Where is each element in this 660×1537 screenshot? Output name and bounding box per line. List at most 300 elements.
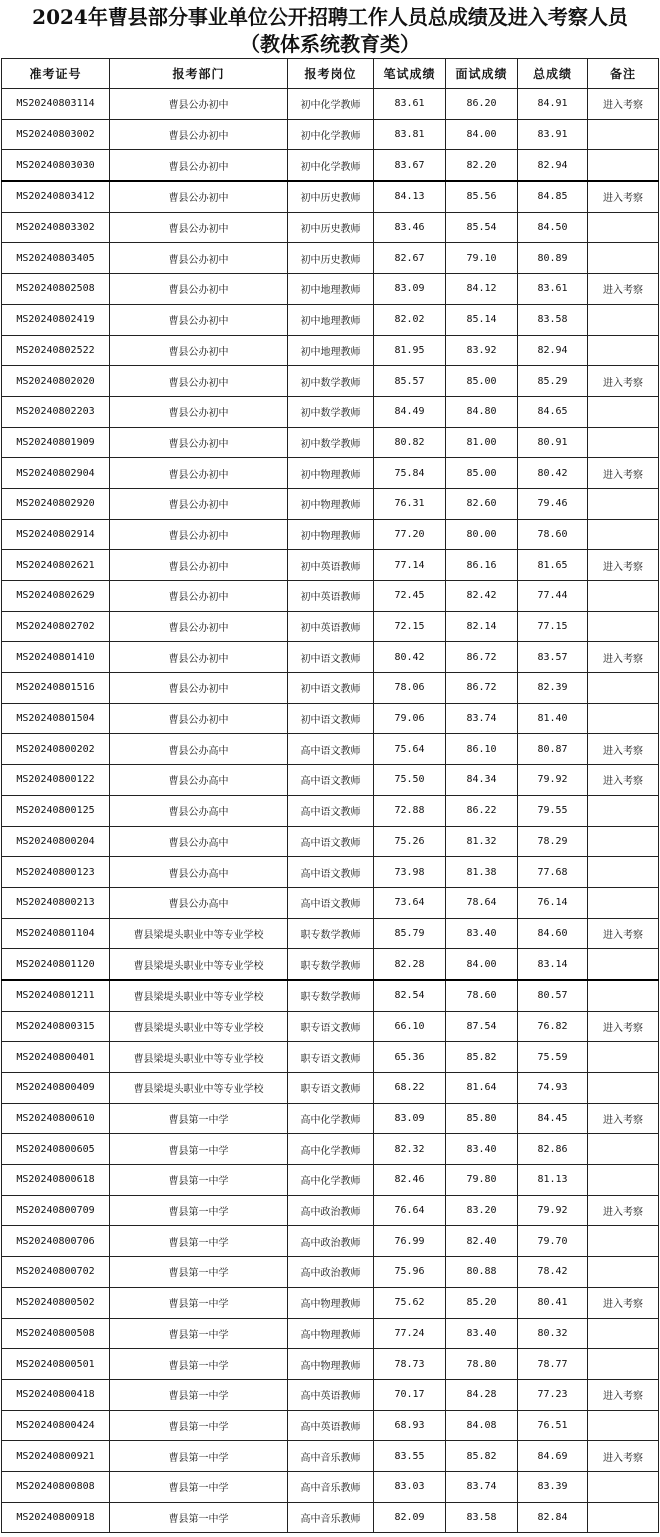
remark-cell bbox=[588, 1471, 659, 1502]
department-cell: 曹县第一中学 bbox=[110, 1410, 288, 1441]
table-row bbox=[2, 1349, 659, 1380]
department-cell: 曹县公办初中 bbox=[110, 304, 288, 335]
exam-id-cell: MS20240802419 bbox=[2, 304, 110, 335]
position-cell: 初中语文教师 bbox=[288, 703, 374, 734]
department-cell: 曹县公办初中 bbox=[110, 150, 288, 181]
remark-cell bbox=[588, 1502, 659, 1533]
written-score-cell: 75.62 bbox=[374, 1287, 446, 1318]
total-score-cell: 83.57 bbox=[518, 642, 588, 673]
department-cell: 曹县公办初中 bbox=[110, 366, 288, 397]
table-row bbox=[2, 1471, 659, 1502]
total-score-cell: 80.87 bbox=[518, 734, 588, 765]
written-score-cell: 75.64 bbox=[374, 734, 446, 765]
exam-id-cell: MS20240801909 bbox=[2, 427, 110, 458]
remark-cell bbox=[588, 1257, 659, 1288]
table-row bbox=[2, 458, 659, 489]
department-cell: 曹县第一中学 bbox=[110, 1165, 288, 1196]
interview-score-cell: 84.34 bbox=[446, 765, 518, 796]
written-score-cell: 84.49 bbox=[374, 396, 446, 427]
remark-cell: 进入考察 bbox=[588, 89, 659, 120]
exam-id-cell: MS20240801211 bbox=[2, 980, 110, 1011]
department-cell: 曹县第一中学 bbox=[110, 1349, 288, 1380]
exam-id-cell: MS20240802904 bbox=[2, 458, 110, 489]
total-score-cell: 84.65 bbox=[518, 396, 588, 427]
position-cell: 高中政治教师 bbox=[288, 1226, 374, 1257]
department-cell: 曹县第一中学 bbox=[110, 1287, 288, 1318]
written-score-cell: 85.79 bbox=[374, 918, 446, 949]
position-cell: 初中化学教师 bbox=[288, 89, 374, 120]
title-line-1: 2024年曹县部分事业单位公开招聘工作人员总成绩及进入考察人员 bbox=[32, 5, 628, 29]
position-cell: 高中语文教师 bbox=[288, 795, 374, 826]
exam-id-cell: MS20240800618 bbox=[2, 1165, 110, 1196]
interview-score-cell: 86.16 bbox=[446, 550, 518, 581]
table-row bbox=[2, 519, 659, 550]
interview-score-cell: 85.80 bbox=[446, 1103, 518, 1134]
table-row bbox=[2, 1502, 659, 1533]
written-score-cell: 83.67 bbox=[374, 150, 446, 181]
exam-id-cell: MS20240800122 bbox=[2, 765, 110, 796]
exam-id-cell: MS20240801410 bbox=[2, 642, 110, 673]
written-score-cell: 83.81 bbox=[374, 119, 446, 150]
interview-score-cell: 83.58 bbox=[446, 1502, 518, 1533]
position-cell: 职专数学教师 bbox=[288, 980, 374, 1011]
remark-cell: 进入考察 bbox=[588, 642, 659, 673]
exam-id-cell: MS20240800424 bbox=[2, 1410, 110, 1441]
interview-score-cell: 86.22 bbox=[446, 795, 518, 826]
department-cell: 曹县第一中学 bbox=[110, 1318, 288, 1349]
position-cell: 初中地理教师 bbox=[288, 304, 374, 335]
department-cell: 曹县公办初中 bbox=[110, 550, 288, 581]
total-score-cell: 80.89 bbox=[518, 243, 588, 274]
table-row bbox=[2, 274, 659, 305]
remark-cell: 进入考察 bbox=[588, 1379, 659, 1410]
remark-cell: 进入考察 bbox=[588, 1287, 659, 1318]
position-cell: 职专数学教师 bbox=[288, 949, 374, 980]
position-cell: 初中英语教师 bbox=[288, 611, 374, 642]
written-score-cell: 77.24 bbox=[374, 1318, 446, 1349]
interview-score-cell: 82.14 bbox=[446, 611, 518, 642]
department-cell: 曹县梁堤头职业中等专业学校 bbox=[110, 1042, 288, 1073]
total-score-cell: 84.85 bbox=[518, 181, 588, 212]
department-cell: 曹县公办初中 bbox=[110, 488, 288, 519]
table-row bbox=[2, 581, 659, 612]
exam-id-cell: MS20240800204 bbox=[2, 826, 110, 857]
remark-cell bbox=[588, 1410, 659, 1441]
table-row bbox=[2, 119, 659, 150]
remark-cell bbox=[588, 826, 659, 857]
header-exam-id: 准考证号 bbox=[2, 59, 110, 89]
total-score-cell: 79.92 bbox=[518, 1195, 588, 1226]
written-score-cell: 72.15 bbox=[374, 611, 446, 642]
remark-cell bbox=[588, 703, 659, 734]
remark-cell bbox=[588, 1042, 659, 1073]
remark-cell bbox=[588, 1073, 659, 1104]
department-cell: 曹县公办初中 bbox=[110, 89, 288, 120]
position-cell: 初中物理教师 bbox=[288, 519, 374, 550]
department-cell: 曹县梁堤头职业中等专业学校 bbox=[110, 1073, 288, 1104]
exam-id-cell: MS20240803030 bbox=[2, 150, 110, 181]
exam-id-cell: MS20240802508 bbox=[2, 274, 110, 305]
remark-cell bbox=[588, 243, 659, 274]
remark-cell bbox=[588, 795, 659, 826]
exam-id-cell: MS20240800418 bbox=[2, 1379, 110, 1410]
interview-score-cell: 85.82 bbox=[446, 1441, 518, 1472]
interview-score-cell: 85.14 bbox=[446, 304, 518, 335]
table-row bbox=[2, 335, 659, 366]
position-cell: 初中物理教师 bbox=[288, 458, 374, 489]
interview-score-cell: 84.00 bbox=[446, 119, 518, 150]
interview-score-cell: 82.20 bbox=[446, 150, 518, 181]
position-cell: 初中数学教师 bbox=[288, 366, 374, 397]
total-score-cell: 78.60 bbox=[518, 519, 588, 550]
exam-id-cell: MS20240800409 bbox=[2, 1073, 110, 1104]
department-cell: 曹县梁堤头职业中等专业学校 bbox=[110, 1011, 288, 1042]
interview-score-cell: 83.92 bbox=[446, 335, 518, 366]
interview-score-cell: 81.32 bbox=[446, 826, 518, 857]
written-score-cell: 82.09 bbox=[374, 1502, 446, 1533]
remark-cell bbox=[588, 1349, 659, 1380]
position-cell: 初中历史教师 bbox=[288, 212, 374, 243]
position-cell: 初中英语教师 bbox=[288, 550, 374, 581]
remark-cell bbox=[588, 1318, 659, 1349]
written-score-cell: 83.09 bbox=[374, 1103, 446, 1134]
position-cell: 初中英语教师 bbox=[288, 581, 374, 612]
total-score-cell: 78.29 bbox=[518, 826, 588, 857]
remark-cell: 进入考察 bbox=[588, 1441, 659, 1472]
exam-id-cell: MS20240802629 bbox=[2, 581, 110, 612]
position-cell: 高中音乐教师 bbox=[288, 1441, 374, 1472]
position-cell: 职专语文教师 bbox=[288, 1073, 374, 1104]
table-row bbox=[2, 918, 659, 949]
remark-cell: 进入考察 bbox=[588, 765, 659, 796]
written-score-cell: 81.95 bbox=[374, 335, 446, 366]
exam-id-cell: MS20240800702 bbox=[2, 1257, 110, 1288]
remark-cell bbox=[588, 519, 659, 550]
position-cell: 高中物理教师 bbox=[288, 1318, 374, 1349]
total-score-cell: 77.44 bbox=[518, 581, 588, 612]
remark-cell: 进入考察 bbox=[588, 550, 659, 581]
interview-score-cell: 83.20 bbox=[446, 1195, 518, 1226]
written-score-cell: 72.45 bbox=[374, 581, 446, 612]
department-cell: 曹县梁堤头职业中等专业学校 bbox=[110, 980, 288, 1011]
department-cell: 曹县第一中学 bbox=[110, 1103, 288, 1134]
written-score-cell: 70.17 bbox=[374, 1379, 446, 1410]
total-score-cell: 81.13 bbox=[518, 1165, 588, 1196]
exam-id-cell: MS20240800502 bbox=[2, 1287, 110, 1318]
total-score-cell: 82.39 bbox=[518, 673, 588, 704]
total-score-cell: 79.46 bbox=[518, 488, 588, 519]
remark-cell: 进入考察 bbox=[588, 274, 659, 305]
position-cell: 初中地理教师 bbox=[288, 274, 374, 305]
interview-score-cell: 81.00 bbox=[446, 427, 518, 458]
exam-id-cell: MS20240802920 bbox=[2, 488, 110, 519]
table-row bbox=[2, 1410, 659, 1441]
interview-score-cell: 84.28 bbox=[446, 1379, 518, 1410]
exam-id-cell: MS20240801120 bbox=[2, 949, 110, 980]
total-score-cell: 81.40 bbox=[518, 703, 588, 734]
department-cell: 曹县公办高中 bbox=[110, 765, 288, 796]
position-cell: 高中物理教师 bbox=[288, 1349, 374, 1380]
department-cell: 曹县公办高中 bbox=[110, 857, 288, 888]
exam-id-cell: MS20240800123 bbox=[2, 857, 110, 888]
table-row bbox=[2, 1318, 659, 1349]
total-score-cell: 84.60 bbox=[518, 918, 588, 949]
written-score-cell: 65.36 bbox=[374, 1042, 446, 1073]
written-score-cell: 66.10 bbox=[374, 1011, 446, 1042]
table-row bbox=[2, 1195, 659, 1226]
total-score-cell: 76.51 bbox=[518, 1410, 588, 1441]
exam-id-cell: MS20240801504 bbox=[2, 703, 110, 734]
written-score-cell: 75.96 bbox=[374, 1257, 446, 1288]
position-cell: 初中历史教师 bbox=[288, 181, 374, 212]
exam-id-cell: MS20240802203 bbox=[2, 396, 110, 427]
remark-cell bbox=[588, 1226, 659, 1257]
remark-cell bbox=[588, 150, 659, 181]
remark-cell bbox=[588, 611, 659, 642]
department-cell: 曹县公办高中 bbox=[110, 734, 288, 765]
total-score-cell: 84.50 bbox=[518, 212, 588, 243]
position-cell: 初中化学教师 bbox=[288, 119, 374, 150]
interview-score-cell: 78.80 bbox=[446, 1349, 518, 1380]
department-cell: 曹县第一中学 bbox=[110, 1471, 288, 1502]
written-score-cell: 84.13 bbox=[374, 181, 446, 212]
position-cell: 高中音乐教师 bbox=[288, 1502, 374, 1533]
exam-id-cell: MS20240800921 bbox=[2, 1441, 110, 1472]
total-score-cell: 84.45 bbox=[518, 1103, 588, 1134]
total-score-cell: 82.84 bbox=[518, 1502, 588, 1533]
written-score-cell: 73.98 bbox=[374, 857, 446, 888]
interview-score-cell: 84.80 bbox=[446, 396, 518, 427]
department-cell: 曹县公办高中 bbox=[110, 795, 288, 826]
written-score-cell: 82.67 bbox=[374, 243, 446, 274]
exam-id-cell: MS20240800125 bbox=[2, 795, 110, 826]
written-score-cell: 80.42 bbox=[374, 642, 446, 673]
interview-score-cell: 87.54 bbox=[446, 1011, 518, 1042]
total-score-cell: 79.70 bbox=[518, 1226, 588, 1257]
remark-cell: 进入考察 bbox=[588, 918, 659, 949]
title-line-2: （教体系统教育类） bbox=[240, 32, 420, 56]
total-score-cell: 85.29 bbox=[518, 366, 588, 397]
department-cell: 曹县公办初中 bbox=[110, 611, 288, 642]
exam-id-cell: MS20240803114 bbox=[2, 89, 110, 120]
written-score-cell: 76.99 bbox=[374, 1226, 446, 1257]
exam-id-cell: MS20240800508 bbox=[2, 1318, 110, 1349]
remark-cell bbox=[588, 488, 659, 519]
interview-score-cell: 81.38 bbox=[446, 857, 518, 888]
interview-score-cell: 84.08 bbox=[446, 1410, 518, 1441]
total-score-cell: 82.86 bbox=[518, 1134, 588, 1165]
department-cell: 曹县公办初中 bbox=[110, 581, 288, 612]
remark-cell bbox=[588, 335, 659, 366]
interview-score-cell: 82.42 bbox=[446, 581, 518, 612]
department-cell: 曹县公办初中 bbox=[110, 703, 288, 734]
department-cell: 曹县公办初中 bbox=[110, 274, 288, 305]
interview-score-cell: 86.20 bbox=[446, 89, 518, 120]
written-score-cell: 82.32 bbox=[374, 1134, 446, 1165]
total-score-cell: 77.68 bbox=[518, 857, 588, 888]
header-row bbox=[2, 59, 659, 89]
written-score-cell: 75.26 bbox=[374, 826, 446, 857]
interview-score-cell: 84.12 bbox=[446, 274, 518, 305]
interview-score-cell: 80.88 bbox=[446, 1257, 518, 1288]
department-cell: 曹县第一中学 bbox=[110, 1226, 288, 1257]
interview-score-cell: 86.10 bbox=[446, 734, 518, 765]
table-row bbox=[2, 150, 659, 181]
written-score-cell: 73.64 bbox=[374, 887, 446, 918]
written-score-cell: 85.57 bbox=[374, 366, 446, 397]
total-score-cell: 82.94 bbox=[518, 150, 588, 181]
table-row bbox=[2, 765, 659, 796]
table-row bbox=[2, 427, 659, 458]
position-cell: 高中化学教师 bbox=[288, 1134, 374, 1165]
written-score-cell: 68.22 bbox=[374, 1073, 446, 1104]
remark-cell: 进入考察 bbox=[588, 181, 659, 212]
exam-id-cell: MS20240800315 bbox=[2, 1011, 110, 1042]
written-score-cell: 78.73 bbox=[374, 1349, 446, 1380]
position-cell: 高中英语教师 bbox=[288, 1379, 374, 1410]
total-score-cell: 80.57 bbox=[518, 980, 588, 1011]
remark-cell: 进入考察 bbox=[588, 1011, 659, 1042]
remark-cell bbox=[588, 887, 659, 918]
position-cell: 高中化学教师 bbox=[288, 1103, 374, 1134]
interview-score-cell: 78.64 bbox=[446, 887, 518, 918]
department-cell: 曹县公办初中 bbox=[110, 642, 288, 673]
department-cell: 曹县第一中学 bbox=[110, 1502, 288, 1533]
position-cell: 高中化学教师 bbox=[288, 1165, 374, 1196]
table-row bbox=[2, 1103, 659, 1134]
department-cell: 曹县公办初中 bbox=[110, 519, 288, 550]
header-written-score: 笔试成绩 bbox=[374, 59, 446, 89]
table-row bbox=[2, 949, 659, 980]
table-row bbox=[2, 1287, 659, 1318]
header-total-score: 总成绩 bbox=[518, 59, 588, 89]
table-row bbox=[2, 1134, 659, 1165]
written-score-cell: 83.55 bbox=[374, 1441, 446, 1472]
total-score-cell: 84.69 bbox=[518, 1441, 588, 1472]
total-score-cell: 80.32 bbox=[518, 1318, 588, 1349]
exam-id-cell: MS20240800706 bbox=[2, 1226, 110, 1257]
position-cell: 初中历史教师 bbox=[288, 243, 374, 274]
position-cell: 高中语文教师 bbox=[288, 826, 374, 857]
interview-score-cell: 85.56 bbox=[446, 181, 518, 212]
remark-cell bbox=[588, 949, 659, 980]
interview-score-cell: 85.82 bbox=[446, 1042, 518, 1073]
results-table bbox=[1, 58, 659, 1533]
total-score-cell: 78.42 bbox=[518, 1257, 588, 1288]
interview-score-cell: 78.60 bbox=[446, 980, 518, 1011]
interview-score-cell: 85.54 bbox=[446, 212, 518, 243]
table-row bbox=[2, 1441, 659, 1472]
department-cell: 曹县公办初中 bbox=[110, 458, 288, 489]
position-cell: 高中语文教师 bbox=[288, 857, 374, 888]
exam-id-cell: MS20240803002 bbox=[2, 119, 110, 150]
table-row bbox=[2, 488, 659, 519]
interview-score-cell: 83.40 bbox=[446, 918, 518, 949]
remark-cell bbox=[588, 212, 659, 243]
interview-score-cell: 79.80 bbox=[446, 1165, 518, 1196]
total-score-cell: 81.65 bbox=[518, 550, 588, 581]
department-cell: 曹县公办高中 bbox=[110, 826, 288, 857]
table-row bbox=[2, 1011, 659, 1042]
total-score-cell: 79.92 bbox=[518, 765, 588, 796]
total-score-cell: 83.91 bbox=[518, 119, 588, 150]
interview-score-cell: 80.00 bbox=[446, 519, 518, 550]
position-cell: 高中英语教师 bbox=[288, 1410, 374, 1441]
position-cell: 初中物理教师 bbox=[288, 488, 374, 519]
remark-cell: 进入考察 bbox=[588, 734, 659, 765]
position-cell: 高中物理教师 bbox=[288, 1287, 374, 1318]
interview-score-cell: 83.40 bbox=[446, 1134, 518, 1165]
total-score-cell: 80.42 bbox=[518, 458, 588, 489]
document-title bbox=[0, 0, 660, 58]
written-score-cell: 76.31 bbox=[374, 488, 446, 519]
table-row bbox=[2, 1226, 659, 1257]
position-cell: 初中化学教师 bbox=[288, 150, 374, 181]
table-row bbox=[2, 89, 659, 120]
interview-score-cell: 81.64 bbox=[446, 1073, 518, 1104]
total-score-cell: 78.77 bbox=[518, 1349, 588, 1380]
remark-cell: 进入考察 bbox=[588, 366, 659, 397]
table-row bbox=[2, 212, 659, 243]
table-row bbox=[2, 181, 659, 212]
written-score-cell: 77.14 bbox=[374, 550, 446, 581]
department-cell: 曹县公办初中 bbox=[110, 427, 288, 458]
department-cell: 曹县公办初中 bbox=[110, 335, 288, 366]
department-cell: 曹县公办初中 bbox=[110, 212, 288, 243]
table-row bbox=[2, 550, 659, 581]
table-row bbox=[2, 980, 659, 1011]
remark-cell bbox=[588, 857, 659, 888]
position-cell: 初中语文教师 bbox=[288, 642, 374, 673]
department-cell: 曹县梁堤头职业中等专业学校 bbox=[110, 949, 288, 980]
exam-id-cell: MS20240800709 bbox=[2, 1195, 110, 1226]
interview-score-cell: 85.00 bbox=[446, 366, 518, 397]
department-cell: 曹县公办初中 bbox=[110, 119, 288, 150]
position-cell: 职专语文教师 bbox=[288, 1011, 374, 1042]
department-cell: 曹县第一中学 bbox=[110, 1195, 288, 1226]
exam-id-cell: MS20240800202 bbox=[2, 734, 110, 765]
total-score-cell: 83.58 bbox=[518, 304, 588, 335]
exam-id-cell: MS20240802621 bbox=[2, 550, 110, 581]
table-body bbox=[2, 89, 659, 1533]
total-score-cell: 74.93 bbox=[518, 1073, 588, 1104]
written-score-cell: 83.46 bbox=[374, 212, 446, 243]
remark-cell: 进入考察 bbox=[588, 1103, 659, 1134]
position-cell: 高中语文教师 bbox=[288, 887, 374, 918]
written-score-cell: 82.46 bbox=[374, 1165, 446, 1196]
total-score-cell: 83.39 bbox=[518, 1471, 588, 1502]
exam-id-cell: MS20240800808 bbox=[2, 1471, 110, 1502]
exam-id-cell: MS20240802020 bbox=[2, 366, 110, 397]
position-cell: 高中政治教师 bbox=[288, 1257, 374, 1288]
total-score-cell: 82.94 bbox=[518, 335, 588, 366]
department-cell: 曹县公办高中 bbox=[110, 887, 288, 918]
position-cell: 初中数学教师 bbox=[288, 396, 374, 427]
exam-id-cell: MS20240803405 bbox=[2, 243, 110, 274]
table-row bbox=[2, 857, 659, 888]
exam-id-cell: MS20240800401 bbox=[2, 1042, 110, 1073]
department-cell: 曹县公办初中 bbox=[110, 673, 288, 704]
exam-id-cell: MS20240802522 bbox=[2, 335, 110, 366]
exam-id-cell: MS20240803302 bbox=[2, 212, 110, 243]
exam-id-cell: MS20240800501 bbox=[2, 1349, 110, 1380]
position-cell: 高中语文教师 bbox=[288, 734, 374, 765]
interview-score-cell: 83.40 bbox=[446, 1318, 518, 1349]
position-cell: 初中地理教师 bbox=[288, 335, 374, 366]
position-cell: 初中语文教师 bbox=[288, 673, 374, 704]
total-score-cell: 77.15 bbox=[518, 611, 588, 642]
interview-score-cell: 83.74 bbox=[446, 703, 518, 734]
